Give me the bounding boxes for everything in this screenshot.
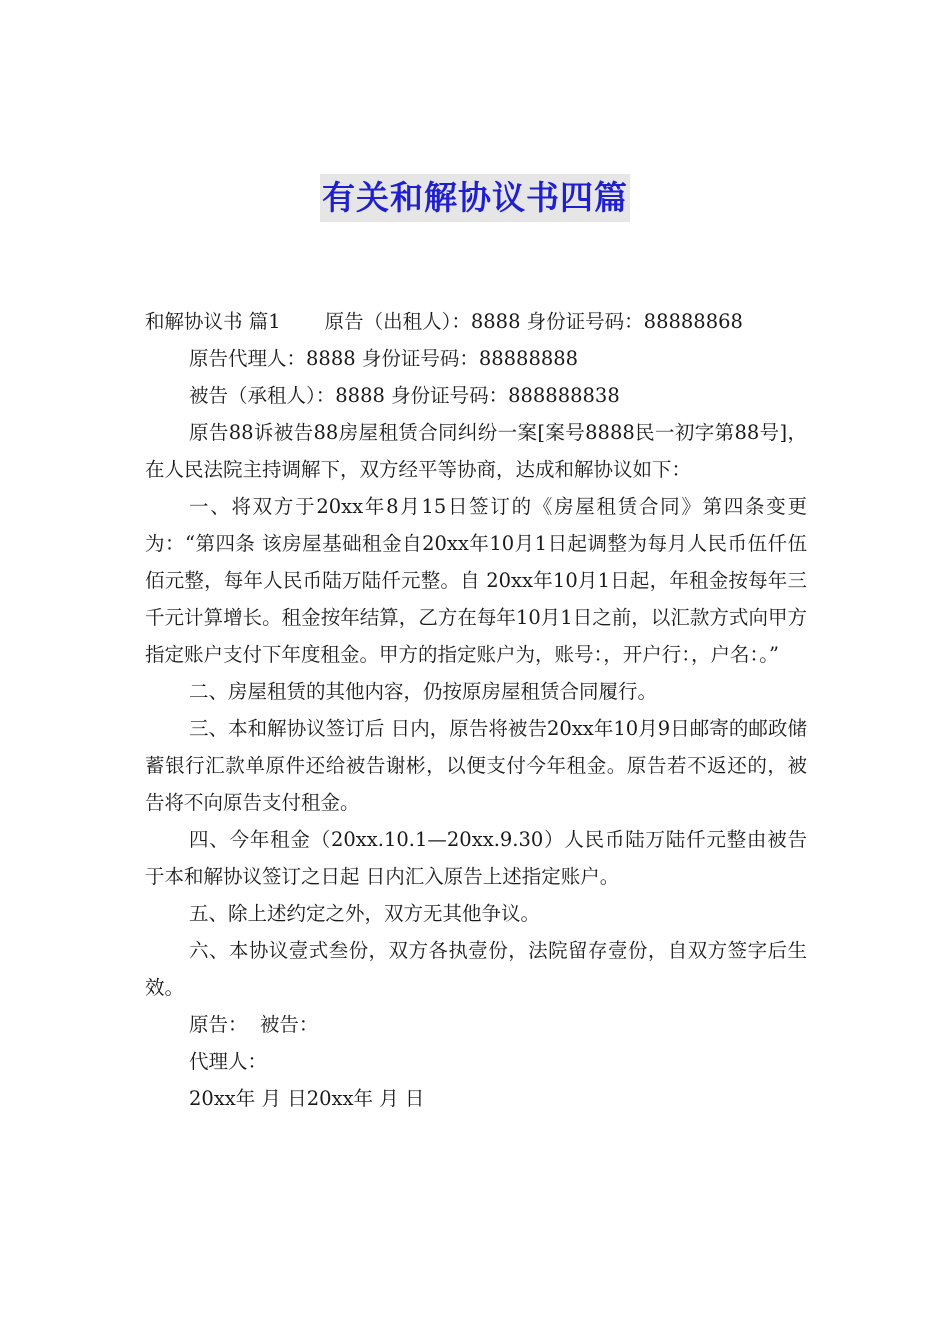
first-line xyxy=(145,303,807,340)
plaintiff-info: 原告（出租人）：8888 身份证号码：88888868 xyxy=(324,310,743,333)
clause-2: 二、房屋租赁的其他内容，仍按原房屋租赁合同履行。 xyxy=(189,680,658,703)
document-title: 有关和解协议书四篇 xyxy=(320,174,630,222)
clause-3: 三、本和解协议签订后 日内，原告将被告20xx年10月9日邮寄的邮政储蓄银行汇款单原件还给被告谢彬，以便支付今年租金。原告若不返还的，被告将不向原告支付租金。 xyxy=(145,717,807,814)
clause-4: 四、今年租金（20xx.10.1—20xx.9.30）人民币陆万陆仟元整由被告于本和解协议签订之日起 日内汇入原告上述指定账户。 xyxy=(145,828,807,888)
signature-parties: 原告： 被告： xyxy=(189,1013,319,1036)
signature-dates: 20xx年 月 日20xx年 月 日 xyxy=(189,1087,425,1110)
document-body xyxy=(145,303,807,1117)
clause-6: 六、本协议壹式叁份，双方各执壹份，法院留存壹份，自双方签字后生效。 xyxy=(145,939,807,999)
case-intro-paragraph: 原告88诉被告88房屋租赁合同纠纷一案[案号8888民一初字第88号]，在人民法院主持调解下，双方经平等协商，达成和解协议如下： xyxy=(145,421,807,481)
title-container xyxy=(0,174,950,222)
section-label: 和解协议书 篇1 xyxy=(145,310,281,333)
defendant-info: 被告（承租人）：8888 身份证号码：888888838 xyxy=(189,384,620,407)
clause-1: 一、将双方于20xx年8月15日签订的《房屋租赁合同》第四条变更为：“第四条 该房屋基础租金自20xx年10月1日起调整为每月人民币伍仟伍佰元整，每年人民币陆万陆仟元整。自 20xx年10月1日起，年租金按每年三千元计算增长。租金按年结算，乙方在每年10月1日之前，以汇款方式向甲方指定账户支付下年度租金。甲方的指定账户为，账号：，开户行：，户名：。” xyxy=(145,495,807,666)
plaintiff-agent-info: 原告代理人：8888 身份证号码：88888888 xyxy=(189,347,579,370)
clause-5: 五、除上述约定之外，双方无其他争议。 xyxy=(189,902,541,925)
signature-agent: 代理人： xyxy=(189,1050,268,1073)
